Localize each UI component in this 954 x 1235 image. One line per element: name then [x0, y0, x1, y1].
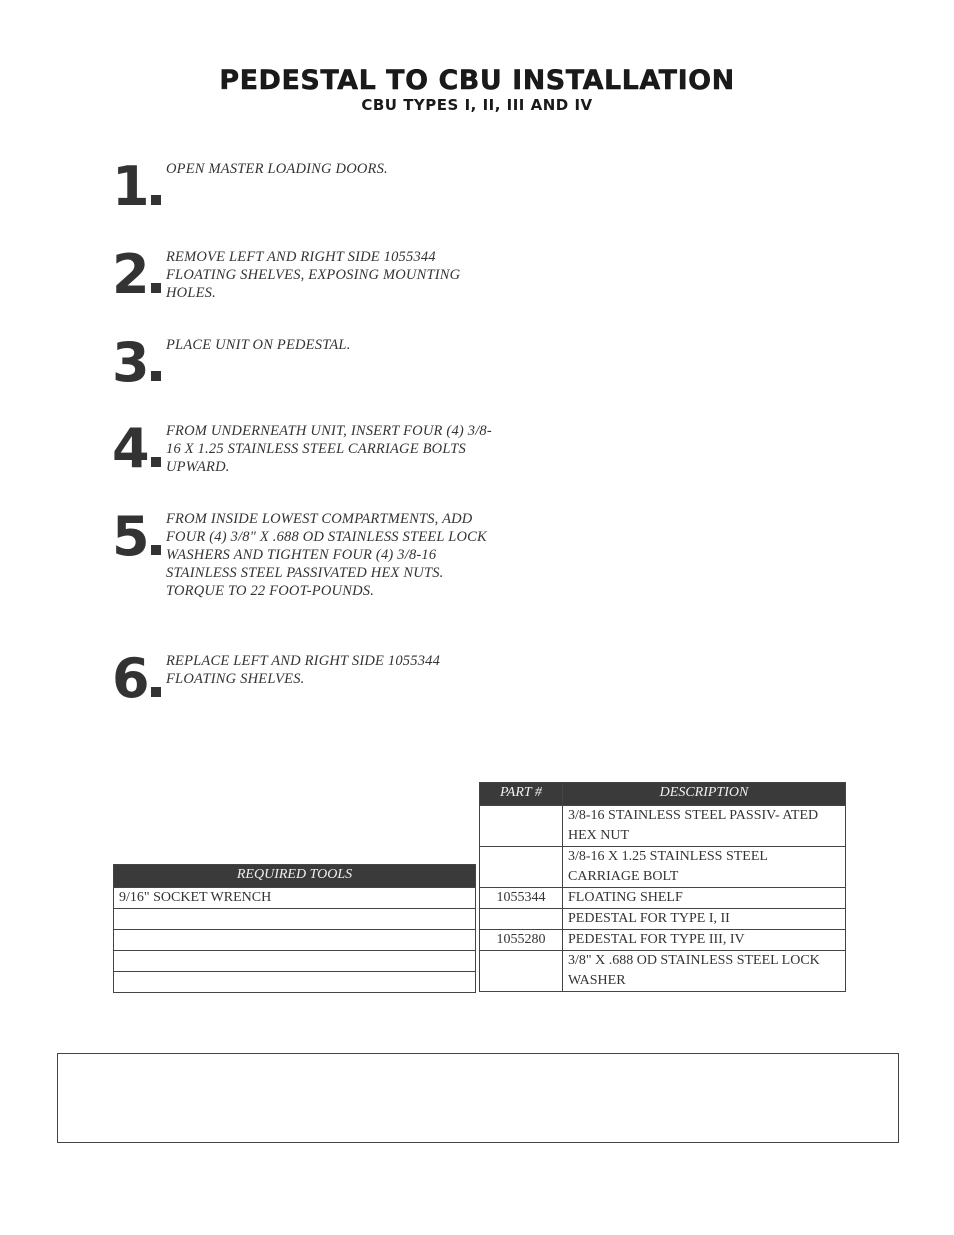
step-bullet: [151, 457, 161, 467]
step-bullet: [151, 371, 161, 381]
table-row: [114, 888, 476, 909]
part-number-header: PART #: [480, 783, 563, 806]
step-number: 4: [112, 417, 150, 480]
table-row: [114, 909, 476, 930]
table-row: [480, 909, 846, 930]
table-row: [480, 930, 846, 951]
part-number-cell: 1055280: [480, 930, 563, 951]
tool-cell: 9/16" SOCKET WRENCH: [114, 888, 476, 909]
tool-cell: [114, 951, 476, 972]
description-cell: PEDESTAL FOR TYPE III, IV: [563, 930, 846, 951]
description-cell: PEDESTAL FOR TYPE I, II: [563, 909, 846, 930]
step-text: FROM UNDERNEATH UNIT, INSERT FOUR (4) 3/8-16 X 1.25 STAINLESS STEEL CARRIAGE BOLTS UPWARD.: [166, 423, 492, 475]
step-bullet: [151, 283, 161, 293]
table-row: [480, 888, 846, 909]
part-number-cell: [480, 847, 563, 888]
step-text: OPEN MASTER LOADING DOORS.: [166, 161, 388, 177]
table-row: [114, 972, 476, 993]
step-number: 6: [112, 647, 150, 710]
description-cell: 3/8" X .688 OD STAINLESS STEEL LOCK WASHER: [563, 951, 846, 992]
table-row: [480, 806, 846, 847]
notes-box: [57, 1053, 899, 1143]
description-header: DESCRIPTION: [563, 783, 846, 806]
step-text: REMOVE LEFT AND RIGHT SIDE 1055344 FLOATING SHELVES, EXPOSING MOUNTING HOLES.: [166, 249, 461, 301]
description-cell: 3/8-16 X 1.25 STAINLESS STEEL CARRIAGE BOLT: [563, 847, 846, 888]
table-row: [480, 951, 846, 992]
step-number: 3: [112, 331, 150, 394]
description-cell: 3/8-16 STAINLESS STEEL PASSIV- ATED HEX NUT: [563, 806, 846, 847]
part-number-cell: 1055344: [480, 888, 563, 909]
tool-cell: [114, 972, 476, 993]
step-text: REPLACE LEFT AND RIGHT SIDE 1055344 FLOATING SHELVES.: [166, 653, 441, 687]
part-number-cell: [480, 806, 563, 847]
tools-header: REQUIRED TOOLS: [114, 865, 476, 888]
tool-cell: [114, 909, 476, 930]
page-subtitle: CBU TYPES I, II, III AND IV: [361, 96, 593, 114]
parts-table: [479, 782, 846, 992]
step-6: [112, 647, 512, 762]
step-number: 2: [112, 243, 150, 306]
step-number: 5: [112, 505, 150, 568]
table-row: [480, 847, 846, 888]
description-cell: FLOATING SHELF: [563, 888, 846, 909]
required-tools-table: [113, 864, 476, 993]
step-text: PLACE UNIT ON PEDESTAL.: [166, 337, 351, 353]
part-number-cell: [480, 951, 563, 992]
step-bullet: [151, 545, 161, 555]
step-bullet: [151, 687, 161, 697]
tool-cell: [114, 930, 476, 951]
table-row: [114, 951, 476, 972]
part-number-cell: [480, 909, 563, 930]
step-text: FROM INSIDE LOWEST COMPARTMENTS, ADD FOUR (4) 3/8" X .688 OD STAINLESS STEEL LOCK WASHERS AND TIGHTEN FOUR (4) 3/8-16 STAINLESS STEEL PASSIVATED HEX NUTS. TORQUE TO 22 FOOT-POUNDS.: [166, 511, 487, 599]
table-row: [114, 930, 476, 951]
page-title: PEDESTAL TO CBU INSTALLATION: [219, 65, 735, 96]
step-5: [112, 505, 512, 620]
step-bullet: [151, 195, 161, 205]
step-number: 1: [112, 155, 150, 218]
